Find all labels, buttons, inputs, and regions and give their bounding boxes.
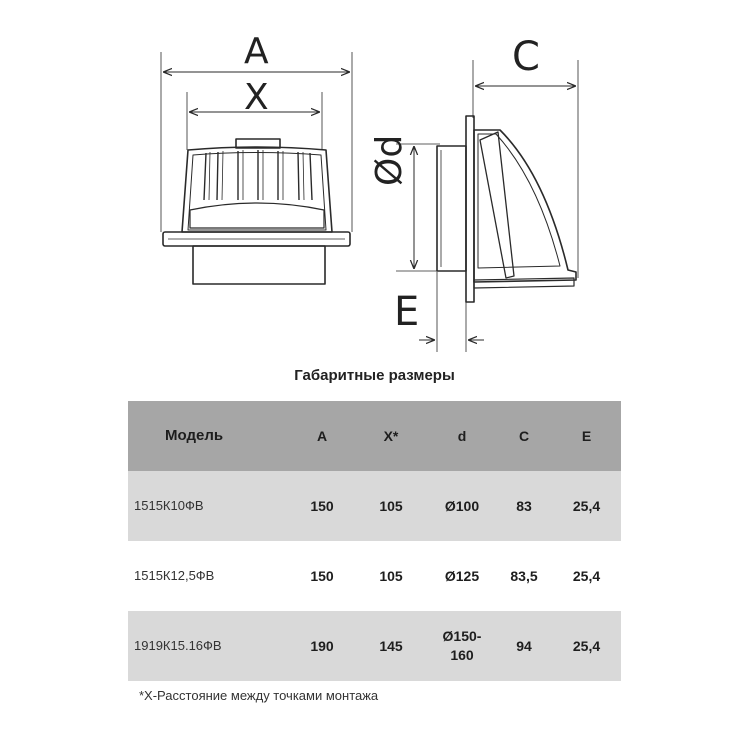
header-model: Модель [165,426,224,444]
cell-d: Ø150-160 [442,628,482,663]
dimension-a-label: A [244,31,269,72]
table-header-row [128,401,621,471]
dimension-c-label: C [512,34,540,80]
dimension-d-label: Ød [369,134,410,186]
table-row [128,611,621,681]
footnote: *X-Расстояние между точками монтажа [139,688,379,703]
cell-e: 25,4 [572,567,601,584]
dimension-e-label: E [394,289,420,335]
cell-x: 105 [379,567,403,584]
cell-d: Ø100 [444,497,480,514]
cell-model: 1515К10ФВ [134,498,204,514]
table-row [128,471,621,541]
cell-c: 94 [516,637,532,654]
cell-c: 83 [516,497,532,514]
header-e: E [581,427,592,444]
cell-model: 1515К12,5ФВ [134,568,215,584]
header-d: d [457,427,467,444]
cell-x: 145 [379,637,403,654]
table-row [128,541,621,611]
header-c: C [518,427,530,444]
dimension-x-label: X [244,77,269,118]
section-title: Габаритные размеры [294,367,455,384]
cell-e: 25,4 [572,637,601,654]
cell-x: 105 [379,497,403,514]
cell-model: 1919К15.16ФВ [134,638,222,654]
cell-d: Ø125 [444,567,480,584]
cell-c: 83,5 [510,567,538,584]
cell-a: 150 [310,567,334,584]
side-view-drawing [396,60,578,352]
header-a: A [316,427,328,444]
cell-e: 25,4 [572,497,601,514]
dimensions-table [128,401,621,681]
header-x: X* [383,427,399,444]
cell-a: 150 [310,497,334,514]
cell-a: 190 [310,637,334,654]
